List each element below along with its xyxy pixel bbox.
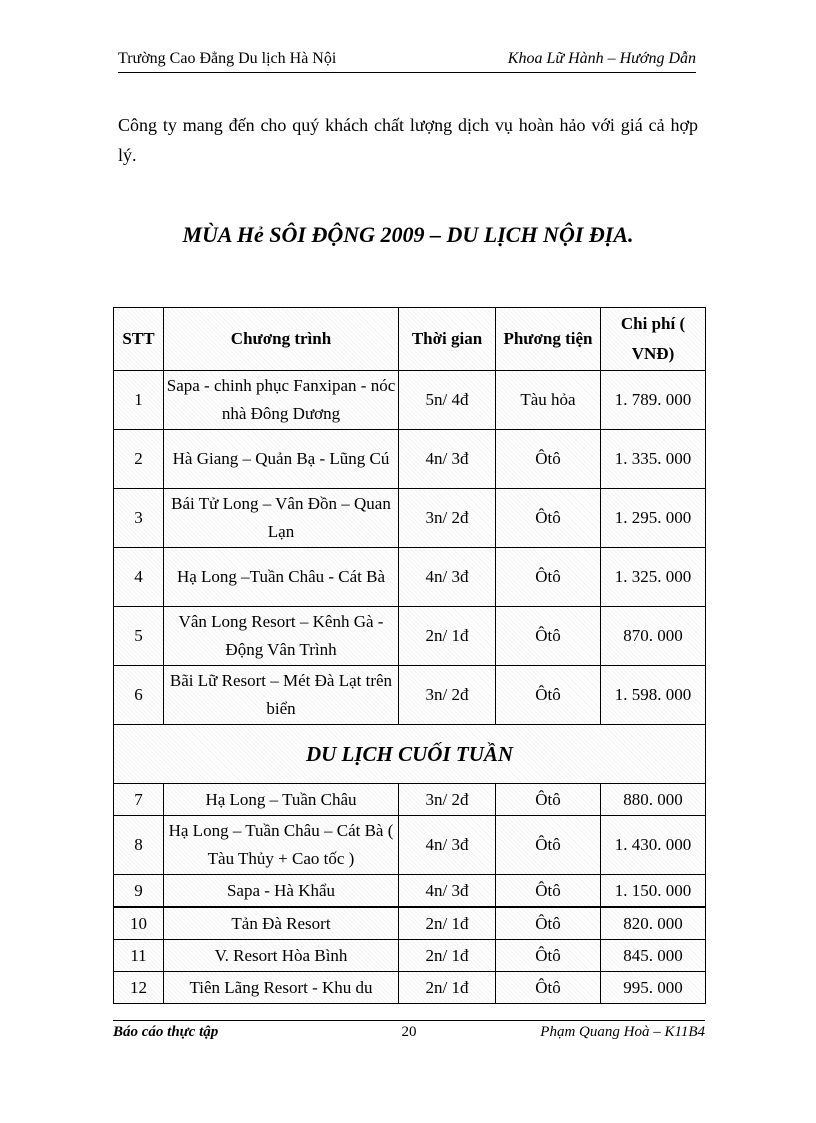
table-row <box>114 972 706 1004</box>
tour-price-table <box>113 307 706 1004</box>
cell-cost: 1. 598. 000 <box>601 666 706 725</box>
cell-transport: Ôtô <box>496 972 601 1004</box>
cell-stt: 6 <box>114 666 164 725</box>
cell-cost: 845. 000 <box>601 940 706 972</box>
cell-duration: 4n/ 3đ <box>399 875 496 908</box>
cell-transport: Ôtô <box>496 907 601 940</box>
cell-program: Hà Giang – Quản Bạ - Lũng Cú <box>164 430 399 489</box>
cell-duration: 2n/ 1đ <box>399 972 496 1004</box>
table-row <box>114 548 706 607</box>
cell-program: V. Resort Hòa Bình <box>164 940 399 972</box>
page-footer <box>113 1020 705 1041</box>
cell-duration: 2n/ 1đ <box>399 907 496 940</box>
cell-program: Vân Long Resort – Kênh Gà - Động Vân Trình <box>164 607 399 666</box>
table-row <box>114 940 706 972</box>
cell-duration: 2n/ 1đ <box>399 607 496 666</box>
cell-transport: Ôtô <box>496 666 601 725</box>
cell-transport: Ôtô <box>496 784 601 816</box>
table-row <box>114 607 706 666</box>
table-row <box>114 875 706 908</box>
cell-cost: 1. 789. 000 <box>601 371 706 430</box>
table-row <box>114 907 706 940</box>
cell-transport: Ôtô <box>496 489 601 548</box>
cell-stt: 10 <box>114 907 164 940</box>
cell-program: Sapa - chinh phục Fanxipan - nóc nhà Đông Dương <box>164 371 399 430</box>
table-row <box>114 430 706 489</box>
cell-stt: 1 <box>114 371 164 430</box>
cell-cost: 1. 430. 000 <box>601 816 706 875</box>
cell-transport: Ôtô <box>496 875 601 908</box>
cell-stt: 2 <box>114 430 164 489</box>
cell-stt: 12 <box>114 972 164 1004</box>
page-header <box>118 50 696 73</box>
cell-program: Bãi Lữ Resort – Mét Đà Lạt trên biển <box>164 666 399 725</box>
cell-duration: 3n/ 2đ <box>399 489 496 548</box>
table-header-row <box>114 308 706 371</box>
cell-program: Bái Tử Long – Vân Đồn – Quan Lạn <box>164 489 399 548</box>
cell-transport: Ôtô <box>496 607 601 666</box>
intro-paragraph: Công ty mang đến cho quý khách chất lượng dịch vụ hoàn hảo với giá cả hợp lý. <box>118 115 698 165</box>
cell-stt: 9 <box>114 875 164 908</box>
table-row <box>114 371 706 430</box>
cell-program: Tiên Lãng Resort - Khu du <box>164 972 399 1004</box>
header-department: Khoa Lữ Hành – Hướng Dẫn <box>507 50 696 67</box>
col-header-duration: Thời gian <box>399 308 496 371</box>
cell-cost: 995. 000 <box>601 972 706 1004</box>
col-header-stt: STT <box>114 308 164 371</box>
cell-transport: Ôtô <box>496 816 601 875</box>
col-header-transport: Phương tiện <box>496 308 601 371</box>
cell-program: Hạ Long – Tuần Châu <box>164 784 399 816</box>
cell-duration: 4n/ 3đ <box>399 548 496 607</box>
cell-duration: 4n/ 3đ <box>399 430 496 489</box>
cell-stt: 4 <box>114 548 164 607</box>
page-number: 20 <box>401 1024 417 1040</box>
section-title: MÙA Hẻ SÔI ĐỘNG 2009 – DU LỊCH NỘI ĐỊA. <box>182 222 634 247</box>
footer-report-label: Báo cáo thực tập <box>113 1024 219 1040</box>
section-row-weekend <box>114 725 706 784</box>
section-heading-weekend: DU LỊCH CUỐI TUẦN <box>114 725 706 784</box>
cell-stt: 11 <box>114 940 164 972</box>
cell-cost: 1. 295. 000 <box>601 489 706 548</box>
footer-author: Phạm Quang Hoà – K11B4 <box>540 1024 705 1040</box>
cell-transport: Ôtô <box>496 940 601 972</box>
cell-program: Hạ Long – Tuần Châu – Cát Bà ( Tàu Thủy + Cao tốc ) <box>164 816 399 875</box>
cell-duration: 3n/ 2đ <box>399 666 496 725</box>
cell-stt: 8 <box>114 816 164 875</box>
header-school: Trường Cao Đẳng Du lịch Hà Nội <box>118 50 337 67</box>
cell-cost: 820. 000 <box>601 907 706 940</box>
cell-cost: 870. 000 <box>601 607 706 666</box>
cell-program: Sapa - Hà Khẩu <box>164 875 399 908</box>
table-row <box>114 784 706 816</box>
cell-duration: 3n/ 2đ <box>399 784 496 816</box>
cell-transport: Tàu hỏa <box>496 371 601 430</box>
cell-cost: 1. 335. 000 <box>601 430 706 489</box>
col-header-cost: Chi phí ( VNĐ) <box>601 308 706 371</box>
cell-duration: 4n/ 3đ <box>399 816 496 875</box>
cell-transport: Ôtô <box>496 430 601 489</box>
cell-duration: 5n/ 4đ <box>399 371 496 430</box>
col-header-program: Chương trình <box>164 308 399 371</box>
cell-program: Hạ Long –Tuần Châu - Cát Bà <box>164 548 399 607</box>
cell-stt: 5 <box>114 607 164 666</box>
cell-transport: Ôtô <box>496 548 601 607</box>
cell-cost: 1. 150. 000 <box>601 875 706 908</box>
cell-duration: 2n/ 1đ <box>399 940 496 972</box>
cell-stt: 3 <box>114 489 164 548</box>
table-row <box>114 489 706 548</box>
cell-program: Tản Đà Resort <box>164 907 399 940</box>
table-row <box>114 666 706 725</box>
cell-stt: 7 <box>114 784 164 816</box>
cell-cost: 1. 325. 000 <box>601 548 706 607</box>
table-row <box>114 816 706 875</box>
cell-cost: 880. 000 <box>601 784 706 816</box>
